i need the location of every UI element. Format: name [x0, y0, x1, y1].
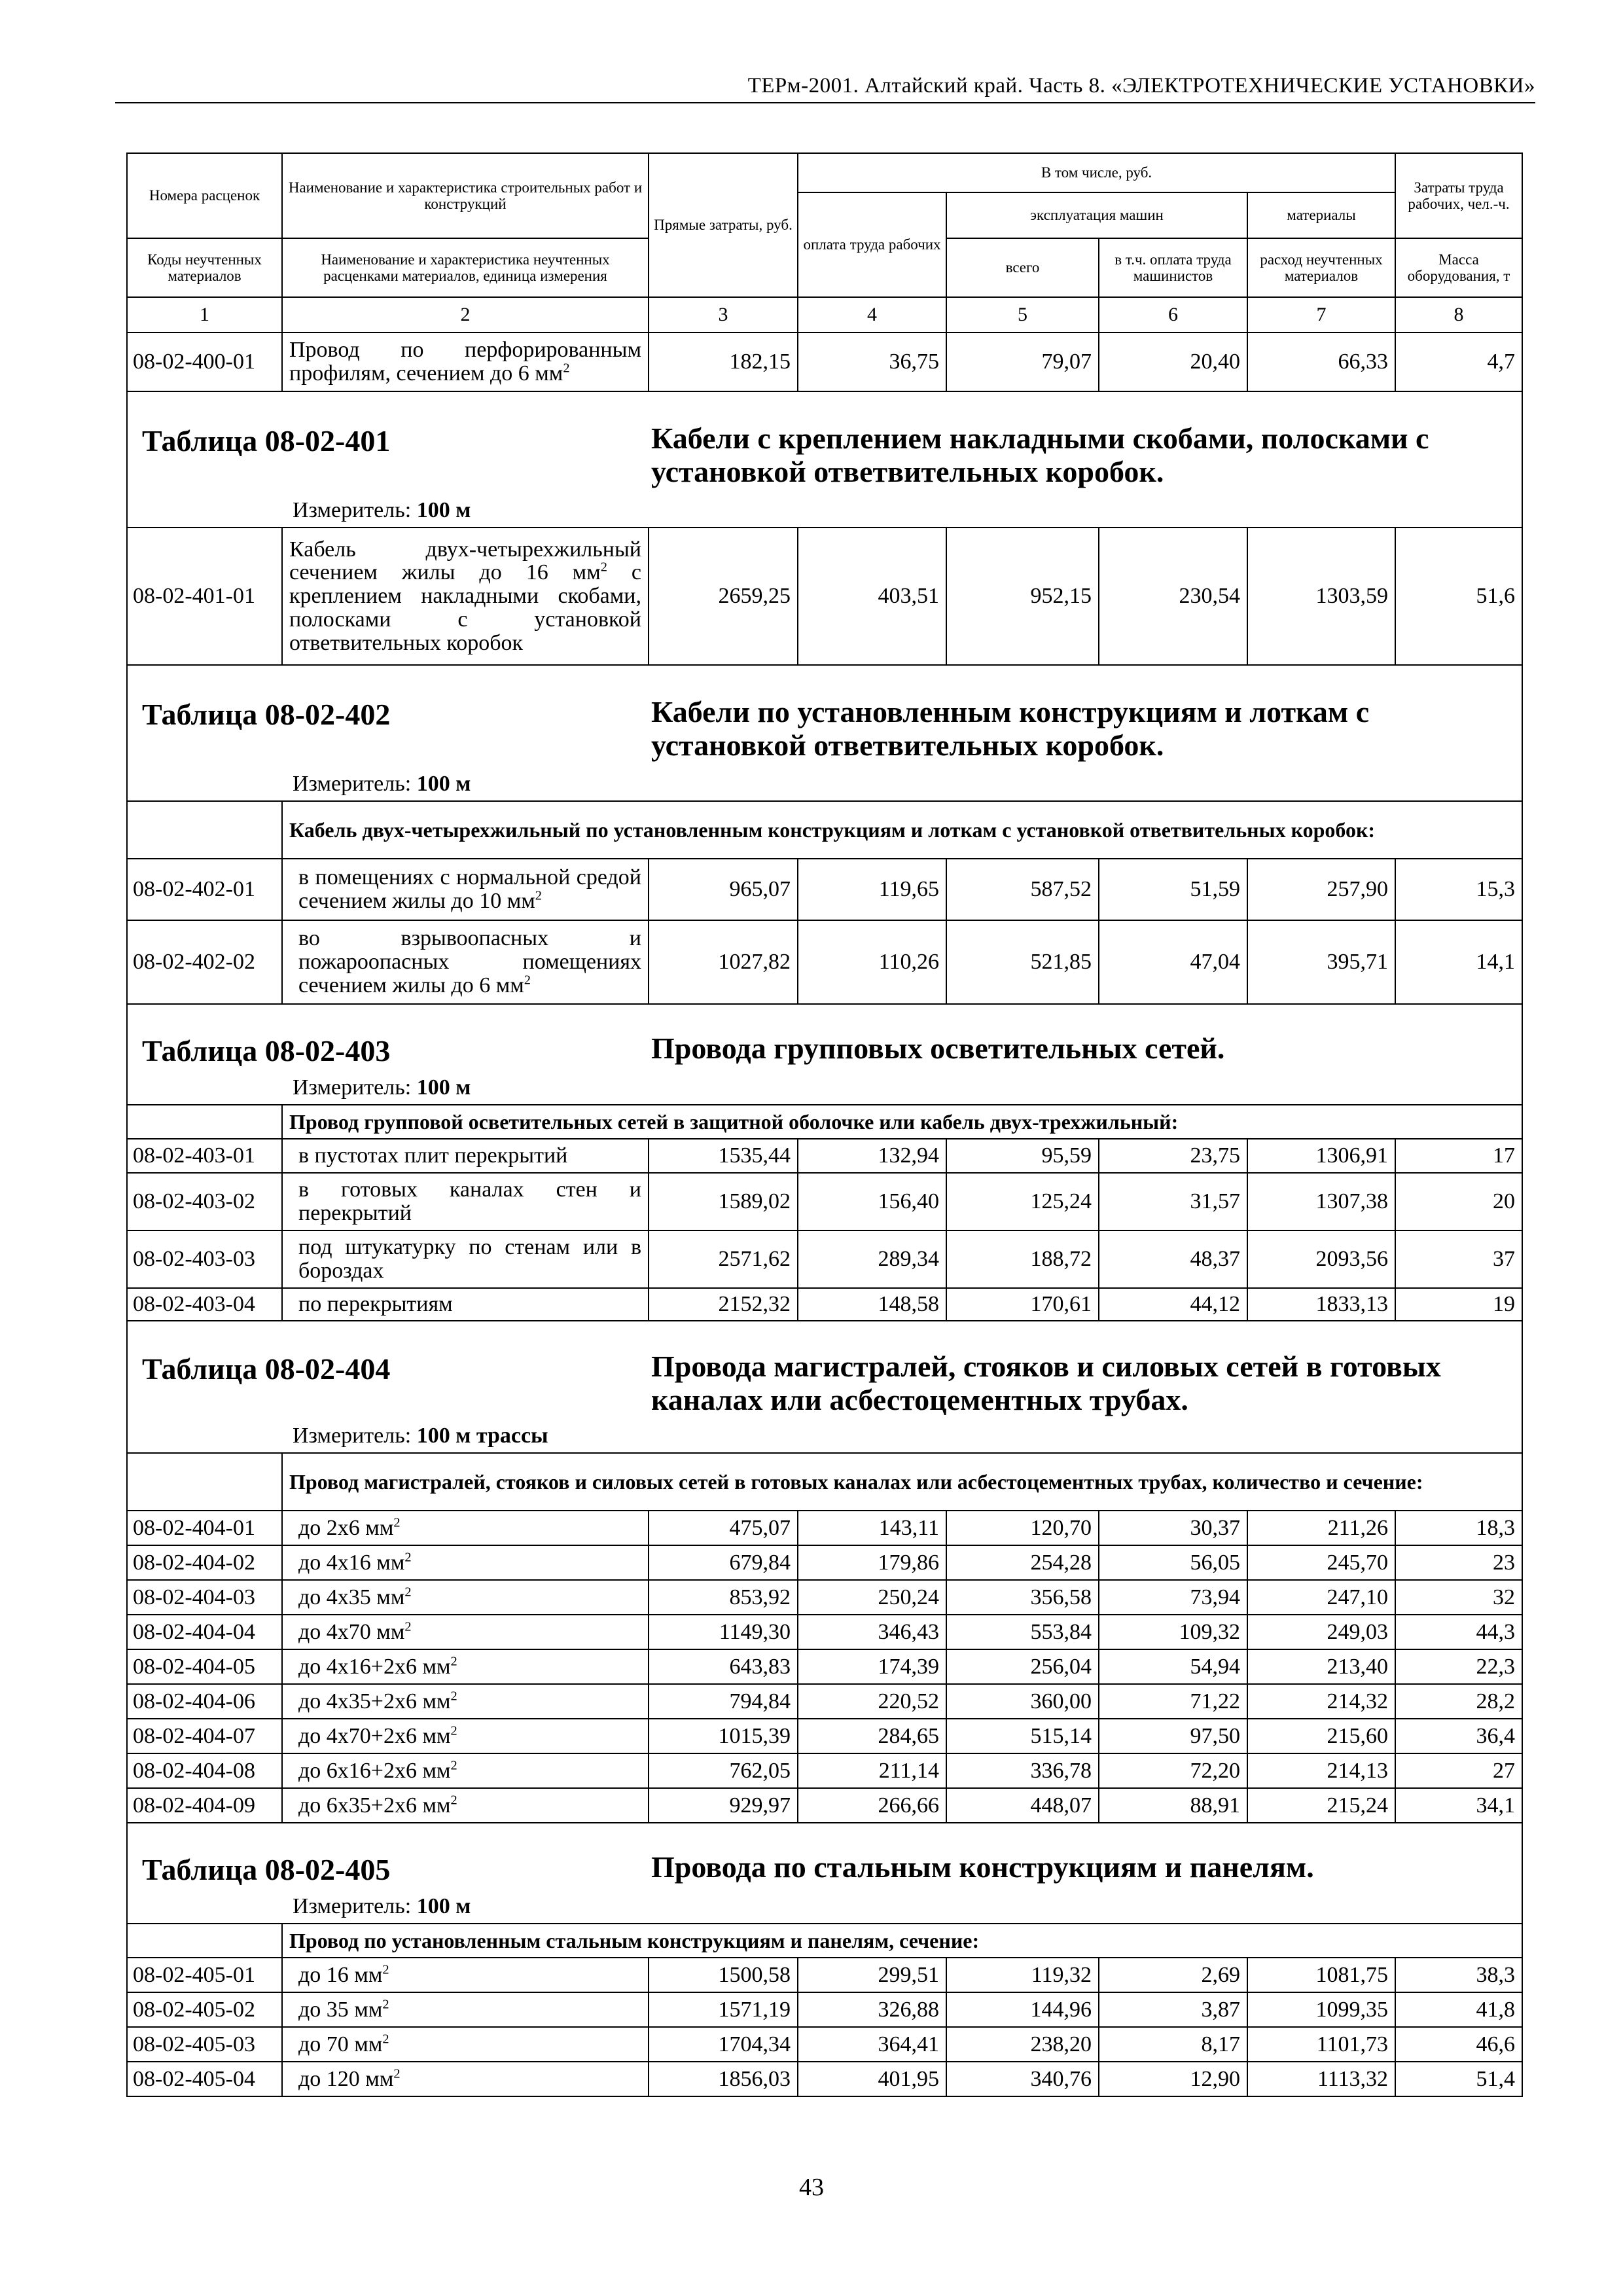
materials-cost: 215,60 — [1247, 1719, 1395, 1753]
table-row — [127, 528, 1522, 665]
rates-table — [126, 152, 1523, 2097]
direct-cost: 1856,03 — [649, 2062, 798, 2096]
rate-name: до 16 $мм^2$ — [282, 1958, 649, 1992]
rate-code: 08-02-402-02 — [127, 920, 282, 1004]
machinists-pay: 71,22 — [1099, 1684, 1247, 1719]
labor-pay: 119,65 — [798, 859, 946, 920]
rate-code: 08-02-404-05 — [127, 1649, 282, 1684]
machines-total: 125,24 — [946, 1173, 1099, 1230]
rate-name: до 70 $мм^2$ — [282, 2027, 649, 2062]
machines-total: 336,78 — [946, 1753, 1099, 1788]
direct-cost: 1500,58 — [649, 1958, 798, 1992]
labor-hours: 51,4 — [1395, 2062, 1522, 2096]
machines-total: 170,61 — [946, 1288, 1099, 1321]
idx-cell: 2 — [282, 297, 649, 332]
rate-code: 08-02-403-02 — [127, 1173, 282, 1230]
labor-pay: 403,51 — [798, 528, 946, 665]
col-direct: Прямые затраты, руб. — [649, 153, 798, 297]
section-403 — [127, 1004, 1522, 1105]
rate-name: до 4х16+2х6 $мм^2$ — [282, 1649, 649, 1684]
table-label: Таблица 08-02-405 — [142, 1853, 391, 1886]
labor-pay: 179,86 — [798, 1545, 946, 1580]
labor-pay: 284,65 — [798, 1719, 946, 1753]
labor-pay: 326,88 — [798, 1992, 946, 2027]
direct-cost: 679,84 — [649, 1545, 798, 1580]
table-row — [127, 1173, 1522, 1230]
direct-cost: 2659,25 — [649, 528, 798, 665]
rate-name: в пустотах плит перекрытий — [282, 1139, 649, 1173]
rate-code: 08-02-404-06 — [127, 1684, 282, 1719]
table-title: Провода групповых осветительных сетей. — [651, 1031, 1225, 1065]
direct-cost: 794,84 — [649, 1684, 798, 1719]
table-label: Таблица 08-02-402 — [142, 698, 391, 731]
machinists-pay: 54,94 — [1099, 1649, 1247, 1684]
section-header — [127, 1321, 1522, 1453]
machines-total: 356,58 — [946, 1580, 1099, 1615]
machinists-pay: 72,20 — [1099, 1753, 1247, 1788]
col-labor: оплата труда рабочих — [798, 192, 946, 297]
labor-pay: 220,52 — [798, 1684, 946, 1719]
machinists-pay: 3,87 — [1099, 1992, 1247, 2027]
rate-code: 08-02-405-02 — [127, 1992, 282, 2027]
header-row-1 — [127, 153, 1522, 192]
machines-total: 515,14 — [946, 1719, 1099, 1753]
labor-pay: 401,95 — [798, 2062, 946, 2096]
materials-cost: 2093,56 — [1247, 1230, 1395, 1288]
table-row — [127, 1992, 1522, 2027]
machinists-pay: 48,37 — [1099, 1230, 1247, 1288]
rate-code: 08-02-404-08 — [127, 1753, 282, 1788]
machinists-pay: 8,17 — [1099, 2027, 1247, 2062]
labor-hours: 27 — [1395, 1753, 1522, 1788]
col-total: всего — [946, 238, 1099, 297]
page-number: 43 — [799, 2174, 824, 2201]
section-header — [127, 665, 1522, 801]
direct-cost: 853,92 — [649, 1580, 798, 1615]
labor-pay: 211,14 — [798, 1753, 946, 1788]
labor-hours: 28,2 — [1395, 1684, 1522, 1719]
labor-hours: 19 — [1395, 1288, 1522, 1321]
desc-row — [127, 1924, 1522, 1958]
rate-code: 08-02-404-01 — [127, 1511, 282, 1545]
desc-row — [127, 801, 1522, 859]
labor-pay: 174,39 — [798, 1649, 946, 1684]
table-row — [127, 1288, 1522, 1321]
col-name: Наименование и характеристика строительных работ и конструкций — [282, 153, 649, 238]
rate-name: до 6х16+2х6 $мм^2$ — [282, 1753, 649, 1788]
labor-pay: 156,40 — [798, 1173, 946, 1230]
materials-cost: 214,32 — [1247, 1684, 1395, 1719]
machines-total: 256,04 — [946, 1649, 1099, 1684]
machinists-pay: 97,50 — [1099, 1719, 1247, 1753]
rows-405 — [127, 1958, 1522, 2096]
machines-total: 95,59 — [946, 1139, 1099, 1173]
col-labor-cost: Затраты труда рабочих, чел.-ч. — [1395, 153, 1522, 238]
idx-cell: 3 — [649, 297, 798, 332]
labor-hours: 4,7 — [1395, 332, 1522, 391]
col-incl: В том числе, руб. — [798, 153, 1395, 192]
table-row — [127, 1753, 1522, 1788]
materials-cost: 211,26 — [1247, 1511, 1395, 1545]
rate-name: Кабель двух-четырехжильный сечением жилы до 16 $мм^2$ с креплением накладными скобами, полосками с установкой ответвительных коробок — [282, 528, 649, 665]
machines-total: 553,84 — [946, 1615, 1099, 1649]
machines-total: 79,07 — [946, 332, 1099, 391]
materials-cost: 1303,59 — [1247, 528, 1395, 665]
section-404 — [127, 1321, 1522, 1453]
table-row — [127, 920, 1522, 1004]
rate-code: 08-02-404-04 — [127, 1615, 282, 1649]
rate-name: до 4х70+2х6 $мм^2$ — [282, 1719, 649, 1753]
machines-total: 119,32 — [946, 1958, 1099, 1992]
machinists-pay: 47,04 — [1099, 920, 1247, 1004]
col-equip-mass: Масса оборудования, т — [1395, 238, 1522, 297]
labor-hours: 14,1 — [1395, 920, 1522, 1004]
labor-pay: 289,34 — [798, 1230, 946, 1288]
rate-name: до 4х35+2х6 $мм^2$ — [282, 1684, 649, 1719]
labor-hours: 23 — [1395, 1545, 1522, 1580]
rate-code: 08-02-403-04 — [127, 1288, 282, 1321]
measure: Измеритель: 100 м трассы — [293, 1424, 548, 1448]
materials-cost: 214,13 — [1247, 1753, 1395, 1788]
machines-total: 238,20 — [946, 2027, 1099, 2062]
materials-cost: 1307,38 — [1247, 1173, 1395, 1230]
machines-total: 587,52 — [946, 859, 1099, 920]
rate-name: до 2х6 $мм^2$ — [282, 1511, 649, 1545]
col-materials-sub: расход неучтенных материалов — [1247, 238, 1395, 297]
table-label: Таблица 08-02-401 — [142, 424, 391, 457]
machines-total: 188,72 — [946, 1230, 1099, 1288]
direct-cost: 475,07 — [649, 1511, 798, 1545]
labor-pay: 110,26 — [798, 920, 946, 1004]
machines-total: 521,85 — [946, 920, 1099, 1004]
direct-cost: 2152,32 — [649, 1288, 798, 1321]
rate-code: 08-02-402-01 — [127, 859, 282, 920]
rate-code: 08-02-405-01 — [127, 1958, 282, 1992]
materials-cost: 395,71 — [1247, 920, 1395, 1004]
rate-name: до 4х70 $мм^2$ — [282, 1615, 649, 1649]
header-title: ТЕРм-2001. Алтайский край. Часть 8. «ЭЛЕКТРОТЕХНИЧЕСКИЕ УСТАНОВКИ» — [747, 74, 1535, 98]
table-row — [127, 1649, 1522, 1684]
labor-hours: 44,3 — [1395, 1615, 1522, 1649]
col-machinists: в т.ч. оплата труда машинистов — [1099, 238, 1247, 297]
section-header — [127, 391, 1522, 528]
machinists-pay: 2,69 — [1099, 1958, 1247, 1992]
table-row — [127, 1958, 1522, 1992]
rate-name: под штукатурку по стенам или в бороздах — [282, 1230, 649, 1288]
section-401 — [127, 391, 1522, 528]
machinists-pay: 31,57 — [1099, 1173, 1247, 1230]
rate-code: 08-02-403-03 — [127, 1230, 282, 1288]
rate-name: Провод по перфорированным профилям, сечением до 6 $мм^2$ — [282, 332, 649, 391]
idx-cell: 4 — [798, 297, 946, 332]
col-name-sub: Наименование и характеристика неучтенных расценками материалов, единица измерения — [282, 238, 649, 297]
table-row — [127, 1580, 1522, 1615]
labor-pay: 132,94 — [798, 1139, 946, 1173]
table-title: Провода по стальным конструкциям и панелям. — [651, 1850, 1314, 1884]
labor-pay: 364,41 — [798, 2027, 946, 2062]
idx-cell: 8 — [1395, 297, 1522, 332]
desc-row — [127, 1453, 1522, 1511]
labor-hours: 34,1 — [1395, 1788, 1522, 1823]
direct-cost: 929,97 — [649, 1788, 798, 1823]
labor-hours: 46,6 — [1395, 2027, 1522, 2062]
materials-cost: 1081,75 — [1247, 1958, 1395, 1992]
labor-hours: 17 — [1395, 1139, 1522, 1173]
direct-cost: 1704,34 — [649, 2027, 798, 2062]
labor-hours: 18,3 — [1395, 1511, 1522, 1545]
rate-code: 08-02-400-01 — [127, 332, 282, 391]
labor-hours: 36,4 — [1395, 1719, 1522, 1753]
labor-pay: 148,58 — [798, 1288, 946, 1321]
machinists-pay: 73,94 — [1099, 1580, 1247, 1615]
col-codes-sub: Коды неучтенных материалов — [127, 238, 282, 297]
rate-code: 08-02-405-03 — [127, 2027, 282, 2062]
machines-total: 144,96 — [946, 1992, 1099, 2027]
direct-cost: 2571,62 — [649, 1230, 798, 1288]
machinists-pay: 51,59 — [1099, 859, 1247, 920]
table-row — [127, 1615, 1522, 1649]
direct-cost: 1027,82 — [649, 920, 798, 1004]
direct-cost: 643,83 — [649, 1649, 798, 1684]
materials-cost: 215,24 — [1247, 1788, 1395, 1823]
rate-code: 08-02-403-01 — [127, 1139, 282, 1173]
table-title: Кабели по установленным конструкциям и лоткам с установкой ответвительных коробок. — [651, 695, 1370, 762]
table-row — [127, 1719, 1522, 1753]
labor-hours: 15,3 — [1395, 859, 1522, 920]
labor-pay: 299,51 — [798, 1958, 946, 1992]
group-description: Провод групповой осветительных сетей в защитной оболочке или кабель двух-трехжильный: — [282, 1105, 1522, 1139]
direct-cost: 1571,19 — [649, 1992, 798, 2027]
section-header — [127, 1823, 1522, 1924]
idx-cell: 1 — [127, 297, 282, 332]
table-title: Кабели с креплением накладными скобами, полосками с установкой ответвительных коробок. — [651, 422, 1429, 488]
materials-cost: 1101,73 — [1247, 2027, 1395, 2062]
rate-name: в помещениях с нормальной средой сечением жилы до 10 $мм^2$ — [282, 859, 649, 920]
col-codes: Номера расценок — [127, 153, 282, 238]
labor-pay: 250,24 — [798, 1580, 946, 1615]
machinists-pay: 88,91 — [1099, 1788, 1247, 1823]
machines-total: 448,07 — [946, 1788, 1099, 1823]
rate-name: до 4х35 $мм^2$ — [282, 1580, 649, 1615]
rows-404 — [127, 1511, 1522, 1823]
table-row — [127, 859, 1522, 920]
labor-hours: 38,3 — [1395, 1958, 1522, 1992]
materials-cost: 247,10 — [1247, 1580, 1395, 1615]
rate-code: 08-02-401-01 — [127, 528, 282, 665]
rate-name: в готовых каналах стен и перекрытий — [282, 1173, 649, 1230]
group-description: Кабель двух-четырехжильный по установленным конструкциям и лоткам с установкой ответвительных коробок: — [282, 801, 1522, 859]
section-405 — [127, 1823, 1522, 1924]
labor-hours: 20 — [1395, 1173, 1522, 1230]
idx-cell: 7 — [1247, 297, 1395, 332]
labor-hours: 22,3 — [1395, 1649, 1522, 1684]
materials-cost: 257,90 — [1247, 859, 1395, 920]
machinists-pay: 30,37 — [1099, 1511, 1247, 1545]
desc-row — [127, 1105, 1522, 1139]
machinists-pay: 23,75 — [1099, 1139, 1247, 1173]
machinists-pay: 12,90 — [1099, 2062, 1247, 2096]
table-row — [127, 1139, 1522, 1173]
machinists-pay: 56,05 — [1099, 1545, 1247, 1580]
direct-cost: 1149,30 — [649, 1615, 798, 1649]
table-row — [127, 1230, 1522, 1288]
direct-cost: 965,07 — [649, 859, 798, 920]
running-header — [115, 65, 1535, 103]
table-label: Таблица 08-02-404 — [142, 1352, 391, 1386]
materials-cost: 1099,35 — [1247, 1992, 1395, 2027]
rate-name: до 35 $мм^2$ — [282, 1992, 649, 2027]
rate-name: до 6х35+2х6 $мм^2$ — [282, 1788, 649, 1823]
labor-hours: 41,8 — [1395, 1992, 1522, 2027]
table-row — [127, 2062, 1522, 2096]
group-description: Провод магистралей, стояков и силовых сетей в готовых каналах или асбестоцементных трубах, количество и сечение: — [282, 1453, 1522, 1511]
rate-code: 08-02-404-09 — [127, 1788, 282, 1823]
rate-name: до 120 $мм^2$ — [282, 2062, 649, 2096]
measure: Измеритель: 100 м — [293, 498, 471, 522]
labor-hours: 51,6 — [1395, 528, 1522, 665]
direct-cost: 1589,02 — [649, 1173, 798, 1230]
table-row — [127, 1511, 1522, 1545]
measure: Измеритель: 100 м — [293, 772, 471, 796]
machinists-pay: 20,40 — [1099, 332, 1247, 391]
table-row — [127, 1684, 1522, 1719]
index-row — [127, 297, 1522, 332]
idx-cell: 6 — [1099, 297, 1247, 332]
labor-hours: 37 — [1395, 1230, 1522, 1288]
labor-pay: 36,75 — [798, 332, 946, 391]
col-materials: материалы — [1247, 192, 1395, 238]
rate-code: 08-02-404-02 — [127, 1545, 282, 1580]
machinists-pay: 230,54 — [1099, 528, 1247, 665]
table-label: Таблица 08-02-403 — [142, 1034, 391, 1067]
group-description: Провод по установленным стальным конструкциям и панелям, сечение: — [282, 1924, 1522, 1958]
machinists-pay: 44,12 — [1099, 1288, 1247, 1321]
machines-total: 340,76 — [946, 2062, 1099, 2096]
machinists-pay: 109,32 — [1099, 1615, 1247, 1649]
rate-code: 08-02-405-04 — [127, 2062, 282, 2096]
measure: Измеритель: 100 м — [293, 1894, 471, 1918]
rate-name: во взрывоопасных и пожароопасных помещениях сечением жилы до 6 $мм^2$ — [282, 920, 649, 1004]
direct-cost: 762,05 — [649, 1753, 798, 1788]
materials-cost: 213,40 — [1247, 1649, 1395, 1684]
table-row — [127, 332, 1522, 391]
direct-cost: 1015,39 — [649, 1719, 798, 1753]
table-row — [127, 1788, 1522, 1823]
materials-cost: 1833,13 — [1247, 1288, 1395, 1321]
materials-cost: 1113,32 — [1247, 2062, 1395, 2096]
col-machines: эксплуатация машин — [946, 192, 1247, 238]
labor-pay: 346,43 — [798, 1615, 946, 1649]
rate-name: до 4х16 $мм^2$ — [282, 1545, 649, 1580]
materials-cost: 1306,91 — [1247, 1139, 1395, 1173]
materials-cost: 249,03 — [1247, 1615, 1395, 1649]
labor-hours: 32 — [1395, 1580, 1522, 1615]
section-header — [127, 1004, 1522, 1105]
section-402 — [127, 665, 1522, 801]
machines-total: 254,28 — [946, 1545, 1099, 1580]
table-row — [127, 2027, 1522, 2062]
direct-cost: 182,15 — [649, 332, 798, 391]
idx-cell: 5 — [946, 297, 1099, 332]
materials-cost: 245,70 — [1247, 1545, 1395, 1580]
direct-cost: 1535,44 — [649, 1139, 798, 1173]
rate-code: 08-02-404-03 — [127, 1580, 282, 1615]
table-title: Провода магистралей, стояков и силовых сетей в готовых каналах или асбестоцементных трубах. — [651, 1350, 1441, 1416]
table-row — [127, 1545, 1522, 1580]
rate-name: по перекрытиям — [282, 1288, 649, 1321]
machines-total: 952,15 — [946, 528, 1099, 665]
machines-total: 360,00 — [946, 1684, 1099, 1719]
labor-pay: 143,11 — [798, 1511, 946, 1545]
rate-code: 08-02-404-07 — [127, 1719, 282, 1753]
labor-pay: 266,66 — [798, 1788, 946, 1823]
materials-cost: 66,33 — [1247, 332, 1395, 391]
machines-total: 120,70 — [946, 1511, 1099, 1545]
measure: Измеритель: 100 м — [293, 1075, 471, 1100]
